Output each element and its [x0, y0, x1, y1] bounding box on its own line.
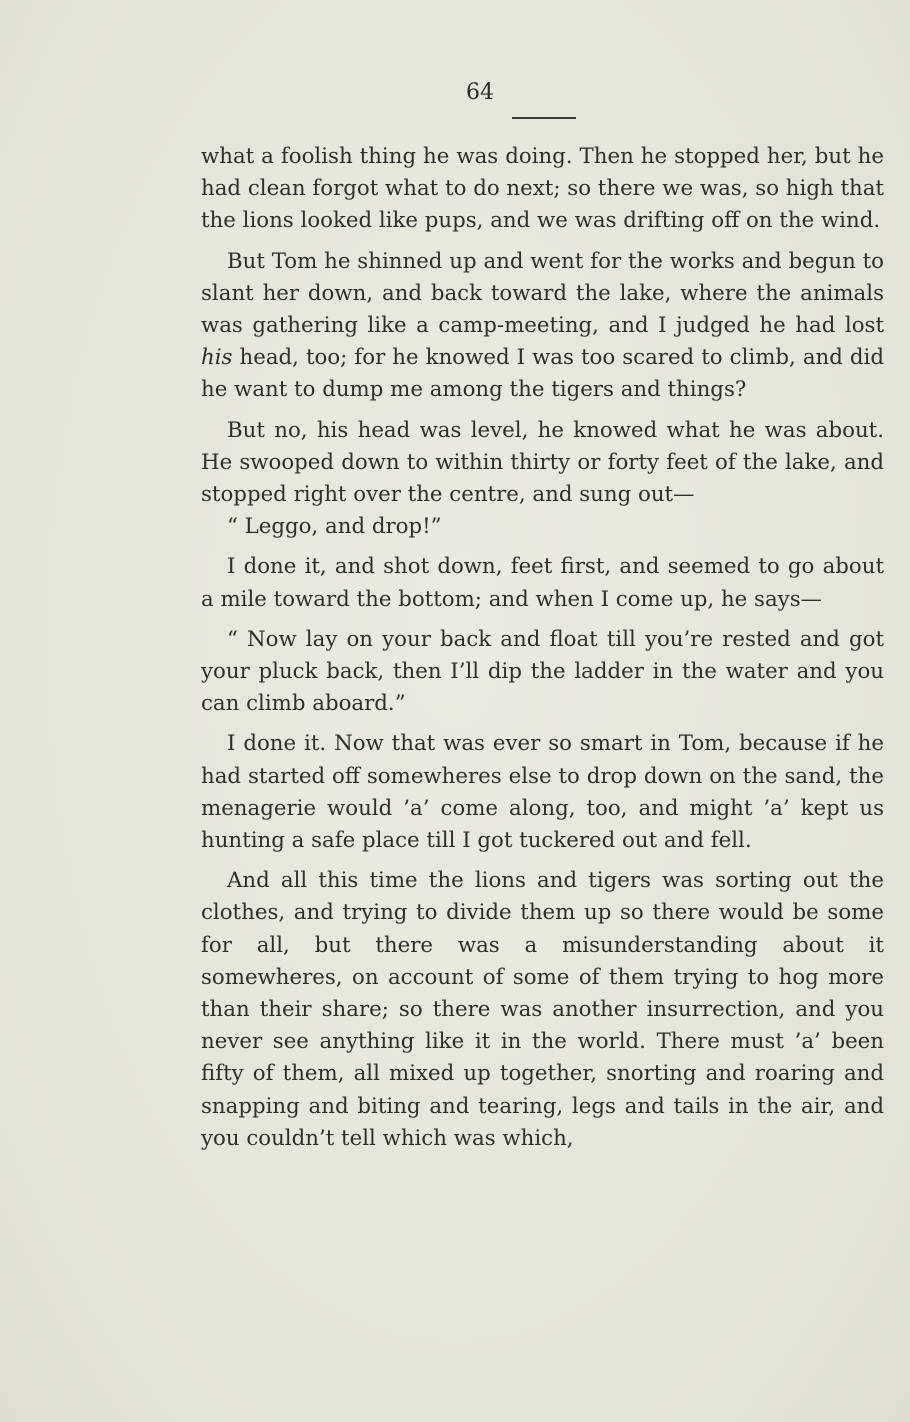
paragraph: what a foolish thing he was doing. Then he stopped her, but he had clean forgot what to do next; so there we was, so high that the lions looked like pups, and we was drifting off on the wind.: [201, 144, 884, 234]
body-text: [201, 141, 884, 1155]
paragraph: “ Leggo, and drop!”: [227, 514, 442, 540]
paragraph: But no, his head was level, he knowed what he was about. He swooped down to within thirty or forty feet of the lake, and stopped right over the centre, and sung out—: [201, 417, 884, 508]
italic-emphasis: his: [201, 345, 233, 371]
paragraph-text: head, too; for he knowed I was too scared to climb, and did he want to dump me among the tigers and things?: [201, 345, 884, 403]
paragraph: And all this time the lions and tigers was sorting out the clothes, and trying to divide them up so there would be some for all, but there was a misunderstanding about it somewheres, on account of some of them trying to hog more than their share; so there was another insurrection, and you never see anything like it in the world. There must ’a’ been fifty of them, all mixed up together, snorting and roaring and snapping and biting and tearing, legs and tails in the air, and you couldn’t tell which was which,: [201, 868, 884, 1151]
page-number: 64: [466, 80, 494, 105]
paragraph: I done it, and shot down, feet first, and seemed to go about a mile toward the bottom; and when I come up, he says—: [201, 554, 884, 612]
page-number-rule: [512, 117, 576, 119]
paragraph: [201, 246, 884, 407]
paragraph: “ Now lay on your back and float till you’re rested and got your pluck back, then I’ll dip the ladder in the water and you can climb aboard.”: [201, 626, 884, 717]
paragraph: I done it. Now that was ever so smart in Tom, because if he had started off somewheres else to drop down on the sand, the menagerie would ’a’ come along, too, and might ’a’ kept us hunting a safe place till I got tuckered out and fell.: [201, 731, 884, 854]
paragraph-text: But Tom he shinned up and went for the works and begun to slant her down, and back toward the lake, where the animals was gathering like a camp-meeting, and I judged he had lost: [201, 248, 884, 339]
